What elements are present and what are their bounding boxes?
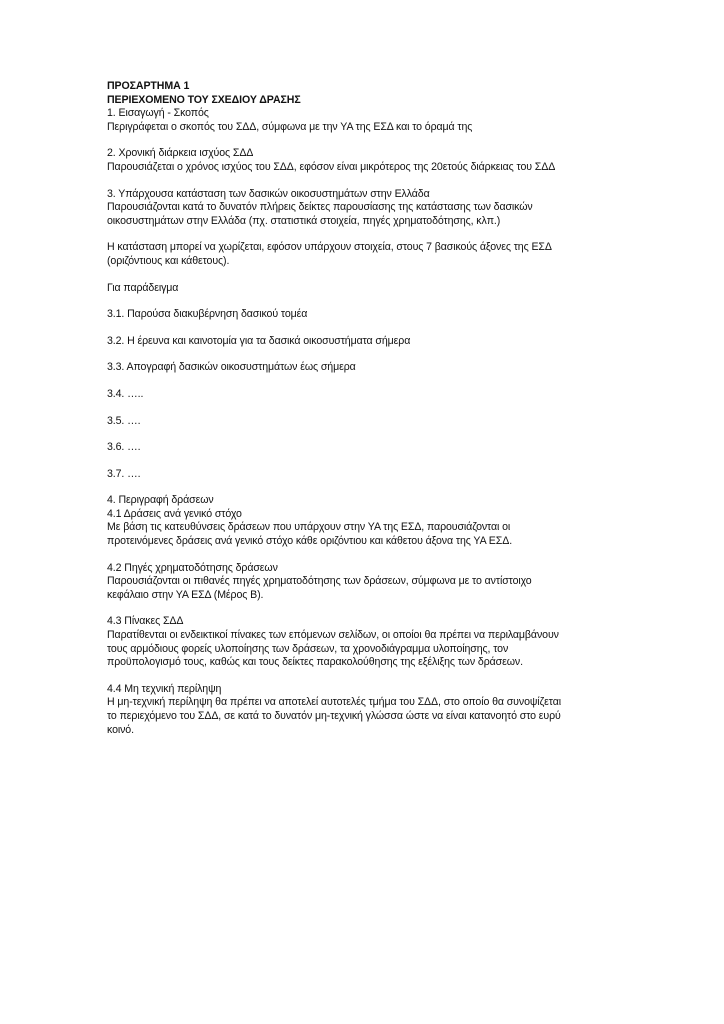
list-item: 3.5. …. — [107, 414, 141, 427]
section-4-3-text-line: τους αρμόδιους φορείς υλοποίησης των δράσεων, τα χρονοδιάγραμμα υλοποίησης, τον — [107, 642, 509, 655]
annex-heading: ΠΡΟΣΑΡΤΗΜΑ 1 — [107, 80, 190, 92]
section-2-title: 2. Χρονική διάρκεια ισχύος ΣΔΔ — [107, 147, 254, 160]
section-4-4-title: 4.4 Μη τεχνική περίληψη — [107, 682, 222, 695]
section-4-4-text-line: Η μη-τεχνική περίληψη θα πρέπει να αποτελεί αυτοτελές τμήμα του ΣΔΔ, στο οποίο θα συνοψίζεται — [107, 696, 561, 709]
list-item: 3.2. Η έρευνα και καινοτομία για τα δασικά οικοσυστήματα σήμερα — [107, 334, 411, 347]
example-label: Για παράδειγμα — [107, 281, 179, 294]
section-4-4-text-line: το περιεχόμενο του ΣΔΔ, σε κατά το δυνατόν μη-τεχνική γλώσσα ώστε να είναι κατανοητό στο ευρύ — [107, 710, 561, 722]
section-4-3-text-line: προϋπολογισμό τους, καθώς και τους δείκτες παρακολούθησης της εξέλιξης των δράσεων. — [107, 656, 523, 669]
section-1-text: Περιγράφεται ο σκοπός του ΣΔΔ, σύμφωνα με την ΥΑ της ΕΣΔ και το όραμά της — [107, 120, 473, 133]
section-1-title: 1. Εισαγωγή - Σκοπός — [107, 107, 209, 120]
section-3-title: 3. Υπάρχουσα κατάσταση των δασικών οικοσυστημάτων στην Ελλάδα — [107, 187, 430, 200]
list-item: 3.7. …. — [107, 467, 141, 480]
section-3-paragraph-line: (οριζόντιους και κάθετους). — [107, 254, 230, 267]
section-4-3-title: 4.3 Πίνακες ΣΔΔ — [107, 615, 184, 628]
list-item: 3.3. Απογραφή δασικών οικοσυστημάτων έως σήμερα — [107, 361, 356, 374]
section-4-4-text-line: κοινό. — [107, 723, 134, 736]
section-3-paragraph-line: Η κατάσταση μπορεί να χωρίζεται, εφόσον υπάρχουν στοιχεία, στους 7 βασικούς άξονες της ΕΣΔ — [107, 241, 552, 254]
document-title: ΠΕΡΙΕΧΟΜΕΝΟ ΤΟΥ ΣΧΕΔΙΟΥ ΔΡΑΣΗΣ — [107, 93, 301, 106]
document-body — [107, 80, 625, 737]
section-4-2-text-line: Παρουσιάζονται οι πιθανές πηγές χρηματοδότησης των δράσεων, σύμφωνα με το αντίστοιχο — [107, 575, 532, 588]
section-2-text: Παρουσιάζεται ο χρόνος ισχύος του ΣΔΔ, εφόσον είναι μικρότερος της 20ετούς διάρκειας του ΣΔΔ — [107, 160, 556, 173]
list-item: 3.1. Παρούσα διακυβέρνηση δασικού τομέα — [107, 308, 308, 321]
section-4-1-title: 4.1 Δράσεις ανά γενικό στόχο — [107, 507, 242, 520]
section-4-title: 4. Περιγραφή δράσεων — [107, 494, 214, 507]
section-4-1-text-line: προτεινόμενες δράσεις ανά γενικό στόχο κάθε οριζόντιου και κάθετου άξονα της ΥΑ ΕΣΔ. — [107, 535, 513, 548]
section-4-2-title: 4.2 Πηγές χρηματοδότησης δράσεων — [107, 561, 278, 574]
section-4-2-text-line: κεφάλαιο στην ΥΑ ΕΣΔ (Μέρος Β). — [107, 588, 264, 601]
section-4-1-text-line: Με βάση τις κατευθύνσεις δράσεων που υπάρχουν στην ΥΑ της ΕΣΔ, παρουσιάζονται οι — [107, 521, 511, 534]
list-item: 3.6. …. — [107, 441, 141, 454]
section-3-text-line: οικοσυστημάτων στην Ελλάδα (πχ. στατιστικά στοιχεία, πηγές χρηματοδότησης, κλπ.) — [107, 214, 501, 227]
list-item: 3.4. ….. — [107, 387, 144, 400]
section-3-text-line: Παρουσιάζονται κατά το δυνατόν πλήρεις δείκτες παρουσίασης της κατάστασης των δασικών — [107, 201, 533, 214]
section-4-3-text-line: Παρατίθενται οι ενδεικτικοί πίνακες των επόμενων σελίδων, οι οποίοι θα πρέπει να περιλαμβάνουν — [107, 629, 559, 642]
